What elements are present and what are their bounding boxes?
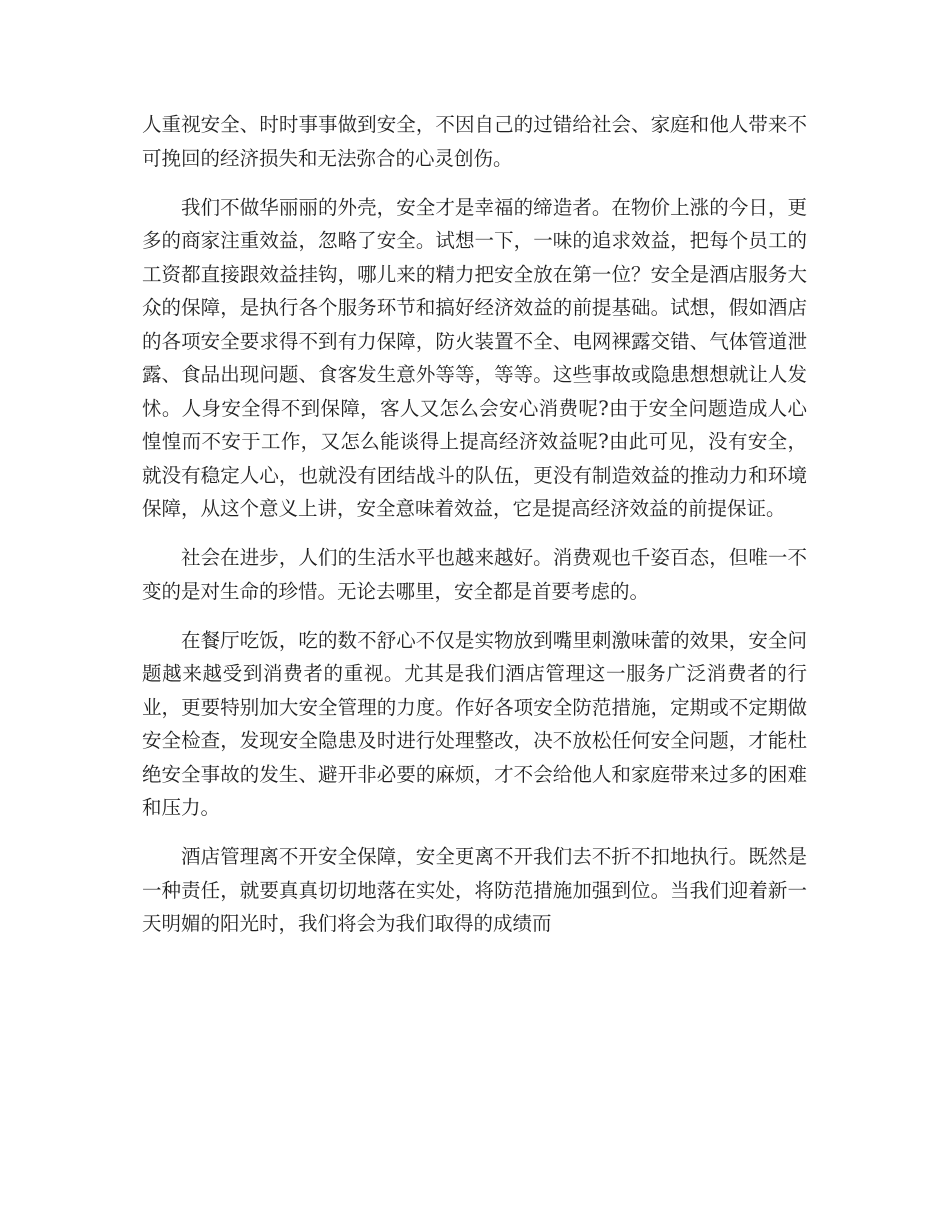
document-body: [142, 108, 807, 956]
paragraph-4: 在餐厅吃饭，吃的数不舒心不仅是实物放到嘴里刺激味蕾的效果，安全问题越来越受到消费者的重视。尤其是我们酒店管理这一服务广泛消费者的行业，更要特别加大安全管理的力度。作好各项安全防范措施，定期或不定期做安全检查，发现安全隐患及时进行处理整改，决不放松任何安全问题，才能杜绝安全事故的发生、避开非必要的麻烦，才不会给他人和家庭带来过多的困难和压力。: [142, 628, 807, 819]
paragraph-2: 我们不做华丽丽的外壳，安全才是幸福的缔造者。在物价上涨的今日，更多的商家注重效益，忽略了安全。试想一下，一味的追求效益，把每个员工的工资都直接跟效益挂钩，哪儿来的精力把安全放在第一位？安全是酒店服务大众的保障，是执行各个服务环节和搞好经济效益的前提基础。试想，假如酒店的各项安全要求得不到有力保障，防火装置不全、电网裸露交错、气体管道泄露、食品出现问题、食客发生意外等等，等等。这些事故或隐患想想就让人发怵。人身安全得不到保障，客人又怎么会安心消费呢?由于安全问题造成人心惶惶而不安于工作，又怎么能谈得上提高经济效益呢?由此可见，没有安全，就没有稳定人心，也就没有团结战斗的队伍，更没有制造效益的推动力和环境保障，从这个意义上讲，安全意味着效益，它是提高经济效益的前提保证。: [142, 195, 807, 520]
paragraph-3: 社会在进步，人们的生活水平也越来越好。消费观也千姿百态，但唯一不变的是对生命的珍惜。无论去哪里，安全都是首要考虑的。: [142, 546, 807, 603]
paragraph-5: 酒店管理离不开安全保障，安全更离不开我们去不折不扣地执行。既然是一种责任，就要真真切切地落在实处，将防范措施加强到位。当我们迎着新一天明媚的阳光时，我们将会为我们取得的成绩而: [142, 845, 807, 935]
paragraph-1: 人重视安全、时时事事做到安全，不因自己的过错给社会、家庭和他人带来不可挽回的经济损失和无法弥合的心灵创伤。: [142, 113, 807, 170]
